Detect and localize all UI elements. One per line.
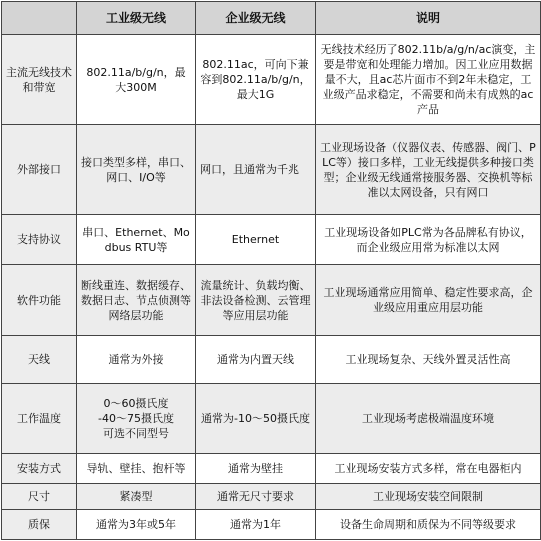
notes-cell: 工业现场复杂、天线外置灵活性高 <box>316 335 541 383</box>
row-label: 软件功能 <box>2 265 77 335</box>
industrial-cell: 导轨、壁挂、抱杆等 <box>77 453 196 483</box>
industrial-cell: 通常为3年或5年 <box>77 509 196 539</box>
notes-cell: 无线技术经历了802.11b/a/g/n/ac演变，主要是带宽和处理能力增加。因工业应用数据量不大，且ac芯片面市不到2年未稳定，工业级产品求稳定，不需要和尚未有成熟的ac产品 <box>316 35 541 125</box>
enterprise-cell: 通常为内置天线 <box>196 335 316 383</box>
industrial-cell: 接口类型多样，串口、网口、I/O等 <box>77 125 196 215</box>
industrial-cell: 0～60摄氏度 -40～75摄氏度 可选不同型号 <box>77 383 196 453</box>
row-label: 外部接口 <box>2 125 77 215</box>
notes-cell: 工业现场安装空间限制 <box>316 483 541 509</box>
table-row <box>2 265 541 335</box>
row-label: 安装方式 <box>2 453 77 483</box>
table-row <box>2 35 541 125</box>
industrial-cell: 通常为外接 <box>77 335 196 383</box>
row-label: 支持协议 <box>2 215 77 265</box>
row-label: 主流无线技术和带宽 <box>2 35 77 125</box>
header-industrial: 工业级无线 <box>77 2 196 35</box>
industrial-cell: 802.11a/b/g/n，最大300M <box>77 35 196 125</box>
notes-cell: 工业现场考虑极端温度环境 <box>316 383 541 453</box>
table-row <box>2 483 541 509</box>
table-row <box>2 453 541 483</box>
table-row <box>2 509 541 539</box>
enterprise-cell: 通常为1年 <box>196 509 316 539</box>
table-row <box>2 125 541 215</box>
comparison-table <box>1 1 541 540</box>
header-blank <box>2 2 77 35</box>
header-row <box>2 2 541 35</box>
enterprise-cell: 通常为-10～50摄氏度 <box>196 383 316 453</box>
industrial-cell: 紧凑型 <box>77 483 196 509</box>
industrial-cell: 断线重连、数据缓存、数据日志、节点侦测等网络层功能 <box>77 265 196 335</box>
enterprise-cell: Ethernet <box>196 215 316 265</box>
notes-cell: 工业现场设备（仪器仪表、传感器、阀门、PLC等）接口多样，工业无线提供多种接口类型；企业级无线通常接服务器、交换机等标准以太网设备，只有网口 <box>316 125 541 215</box>
notes-cell: 设备生命周期和质保为不同等级要求 <box>316 509 541 539</box>
row-label: 工作温度 <box>2 383 77 453</box>
notes-cell: 工业现场通常应用简单、稳定性要求高，企业级应用重应用层功能 <box>316 265 541 335</box>
notes-cell: 工业现场设备如PLC常为各品牌私有协议，而企业级应用常为标准以太网 <box>316 215 541 265</box>
enterprise-cell: 流量统计、负载均衡、非法设备检测、云管理等应用层功能 <box>196 265 316 335</box>
header-notes: 说明 <box>316 2 541 35</box>
table-row <box>2 383 541 453</box>
industrial-cell: 串口、Ethernet、Modbus RTU等 <box>77 215 196 265</box>
header-enterprise: 企业级无线 <box>196 2 316 35</box>
enterprise-cell: 通常无尺寸要求 <box>196 483 316 509</box>
enterprise-cell: 通常为壁挂 <box>196 453 316 483</box>
enterprise-cell: 网口，且通常为千兆 <box>196 125 316 215</box>
table-row <box>2 335 541 383</box>
table-row <box>2 215 541 265</box>
enterprise-cell: 802.11ac，可向下兼容到802.11a/b/g/n，最大1G <box>196 35 316 125</box>
row-label: 质保 <box>2 509 77 539</box>
notes-cell: 工业现场安装方式多样，常在电器柜内 <box>316 453 541 483</box>
row-label: 天线 <box>2 335 77 383</box>
row-label: 尺寸 <box>2 483 77 509</box>
